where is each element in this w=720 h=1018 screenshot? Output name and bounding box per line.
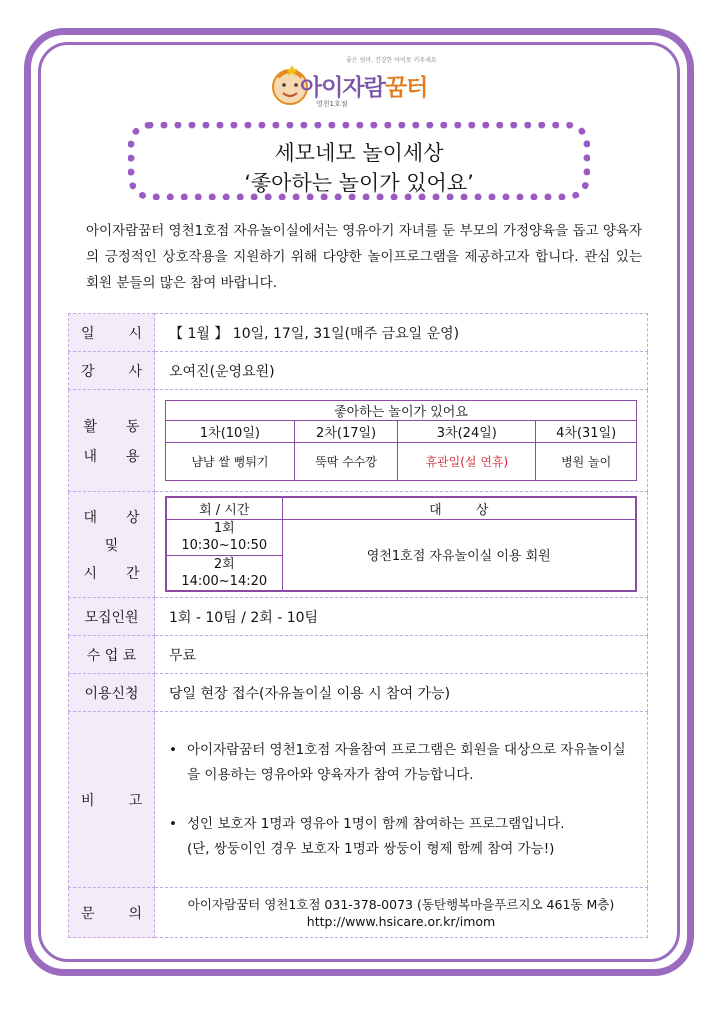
capacity-value: 1회 - 10팀 / 2회 - 10팀: [155, 598, 648, 636]
label-target-1b: 상: [125, 509, 140, 526]
fee-value: 무료: [155, 636, 648, 674]
time-target-table: [165, 496, 637, 592]
instructor-value: 오여진(운영요원): [155, 352, 648, 390]
row-date: [69, 314, 648, 352]
label-remarks-b: 고: [128, 792, 142, 809]
row-fee: [69, 636, 648, 674]
col-time-header: 회 / 시간: [166, 497, 282, 519]
contact-info: 아이자람꿈터 영천1호점 031-378-0073 (동탄행복마을푸르지오 461동 M층): [187, 896, 615, 912]
label-instructor-a: 강: [81, 363, 95, 380]
label-target-3a: 시: [83, 565, 98, 582]
session-content: 냠냠 쌀 뻥튀기: [166, 443, 295, 481]
label-target-1a: 대: [83, 509, 98, 526]
remark-note: (단, 쌍둥이인 경우 보호자 1명과 쌍둥이 형제 함께 참여 가능!): [187, 840, 555, 857]
label-activity-1b: 동: [125, 418, 140, 435]
slot2-time: 14:00~14:20: [181, 573, 268, 589]
remark-text: 아이자람꿈터 영천1호점 자율참여 프로그램은 회원을 대상으로 자유놀이실을 이용하는 영유아와 양육자가 참여 가능합니다.: [187, 741, 626, 783]
remark-item: [169, 812, 637, 837]
activity-header: 좋아하는 놀이가 있어요: [166, 401, 637, 421]
row-capacity: [69, 598, 648, 636]
label-date-a: 일: [81, 325, 95, 342]
apply-value: 당일 현장 접수(자유놀이실 이용 시 참여 가능): [155, 674, 648, 712]
label-target-3b: 간: [125, 565, 140, 582]
session-round: 4차(31일): [536, 421, 637, 443]
intro-text: 아이자람꿈터 영천1호점 자유놀이실에서는 영유아기 자녀를 둔 부모의 가정양육을 돕고 양육자의 긍정적인 상호작용을 지원하기 위해 다양한 놀이프로그램을 제공하고자 합니다. 관심 있는 회원 분들의 많은 참여 바랍니다.: [86, 223, 642, 291]
session-content: 뚝딱 수수깡: [294, 443, 397, 481]
label-instructor-b: 사: [128, 363, 142, 380]
label-capacity: 모집인원: [69, 598, 155, 636]
label-activity-2b: 용: [125, 448, 140, 465]
date-value: 【 1월 】 10일, 17일, 31일(매주 금요일 운영): [155, 314, 648, 352]
logo: [270, 55, 460, 113]
program-title: 세모네모 놀이세상: [274, 141, 444, 165]
logo-name-b: 꿈터: [384, 75, 428, 101]
bullet-icon: •: [169, 815, 177, 832]
info-table: [68, 313, 648, 938]
label-apply: 이용신청: [69, 674, 155, 712]
label-contact-a: 문: [81, 905, 95, 922]
bullet-icon: •: [169, 741, 177, 758]
row-apply: [69, 674, 648, 712]
label-fee: 수 업 료: [69, 636, 155, 674]
logo-branch: 영천1호점: [316, 100, 348, 108]
title-box: [128, 122, 590, 200]
session-round: 1차(10일): [166, 421, 295, 443]
session-round: 2차(17일): [294, 421, 397, 443]
logo-tagline: 좋은 엄마, 건강한 아이로 키우세요: [346, 57, 437, 64]
row-target: [69, 492, 648, 598]
label-date-b: 시: [128, 325, 142, 342]
row-remarks: [69, 712, 648, 888]
program-subtitle: ‘좋아하는 놀이가 있어요’: [244, 171, 474, 195]
slot2-round: 2회: [213, 556, 235, 572]
logo-name: [300, 69, 427, 102]
label-contact-b: 의: [128, 905, 142, 922]
activity-schedule-table: [165, 400, 637, 481]
session-round: 3차(24일): [398, 421, 536, 443]
col-target-header: 대 상: [282, 497, 636, 519]
label-activity-1a: 활: [83, 418, 98, 435]
label-remarks-a: 비: [81, 792, 95, 809]
label-target-2: 및: [104, 537, 119, 554]
row-contact: [69, 888, 648, 938]
slot1-round: 1회: [213, 521, 235, 536]
row-instructor: [69, 352, 648, 390]
target-value: 영천1호점 자유놀이실 이용 회원: [282, 519, 636, 591]
session-content: 병원 놀이: [536, 443, 637, 481]
contact-url[interactable]: http://www.hsicare.or.kr/imom: [306, 913, 496, 929]
row-activity: [69, 390, 648, 492]
slot1-time: 10:30~10:50: [181, 538, 268, 553]
session-content-holiday: 휴관일(설 연휴): [398, 443, 536, 481]
logo-name-a: 아이자람: [300, 75, 385, 101]
label-activity-2a: 내: [83, 448, 98, 465]
remark-text: 성인 보호자 1명과 영유아 1명이 함께 참여하는 프로그램입니다.: [187, 815, 565, 832]
remark-item: [169, 738, 637, 788]
